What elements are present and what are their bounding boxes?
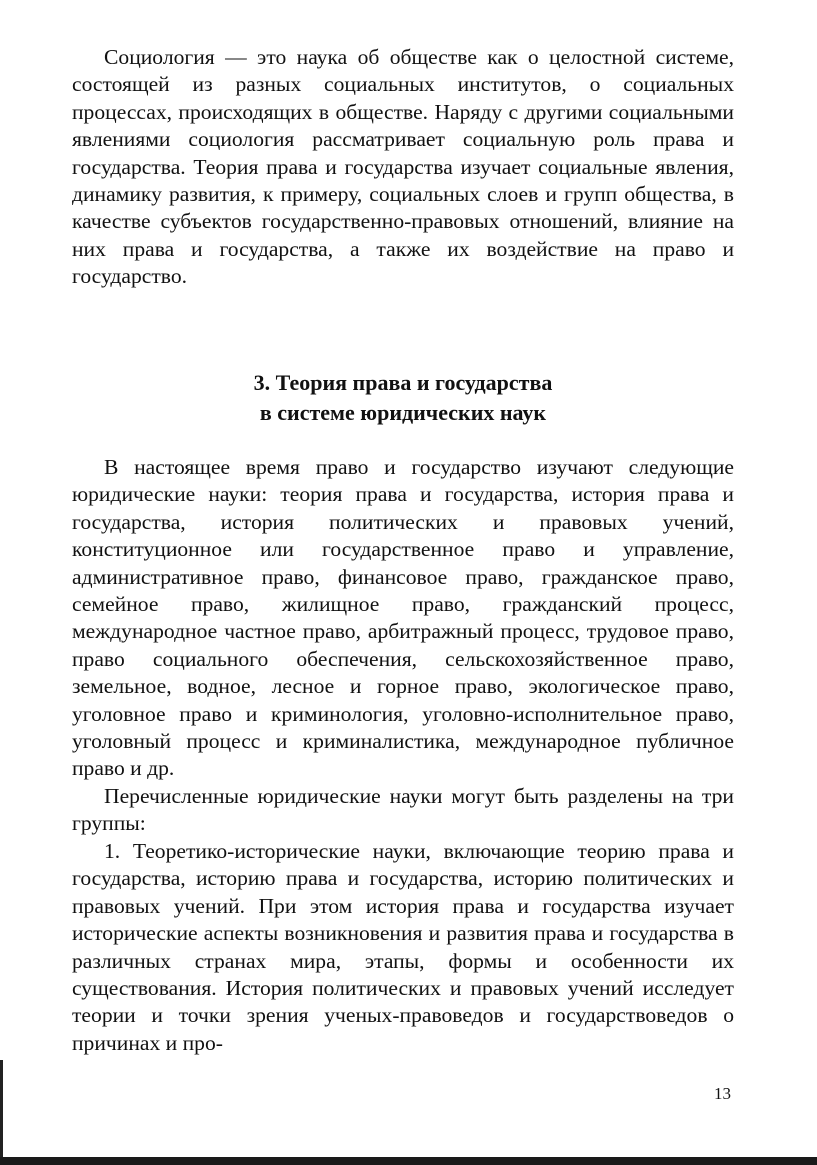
paragraph-legal-sciences-list: В настоящее время право и государство изучают следующие юридические науки: теория права и государства, история права и государства, история политических и правовых учений, конституционное или государственное право и управление, административное право, финансовое право, гражданское право, семейное право, жилищное право, гражданский процесс, международное частное право, арбитражный процесс, трудовое право, право социального обеспечения, сельскохозяйственное право, земельное, водное, лесное и горное право, экологическое право, уголовное право и криминология, уголовно-исполнительное право, уголовный процесс и криминалистика, международное публичное право и др. xyxy=(72,455,734,781)
section-heading xyxy=(72,368,734,428)
paragraph-sociology: Социология — это наука об обществе как о целостной системе, состоящей из разных социальных институтов, о социальных процессах, происходящих в обществе. Наряду с другими социальными явлениями социология рассматривает социальную роль права и государства. Теория права и государства изучает социальные явления, динамику развития, к примеру, социальных слоев и групп общества, в качестве субъектов государственно-правовых отношений, влияние на них права и государства, а также их воздействие на право и государство. xyxy=(72,45,734,289)
page-number: 13 xyxy=(714,1084,731,1103)
scan-edge-left xyxy=(0,1060,3,1165)
paragraph-theoretical-historical: 1. Теоретико-исторические науки, включающие теорию права и государства, историю права и государства, историю политических и правовых учений. При этом история права и государства изучает исторические аспекты возникновения и развития права и государства в различных странах мира, этапы, формы и особенности их существования. История политических и правовых учений исследует теории и точки зрения ученых-правоведов и государствоведов о причинах и про- xyxy=(72,839,734,1055)
section-heading-line-1: 3. Теория права и государства xyxy=(253,370,553,395)
paragraph-three-groups: Перечисленные юридические науки могут быть разделены на три группы: xyxy=(72,784,734,836)
scan-edge-bottom xyxy=(0,1157,817,1165)
section-heading-line-2: в системе юридических наук xyxy=(259,400,547,425)
